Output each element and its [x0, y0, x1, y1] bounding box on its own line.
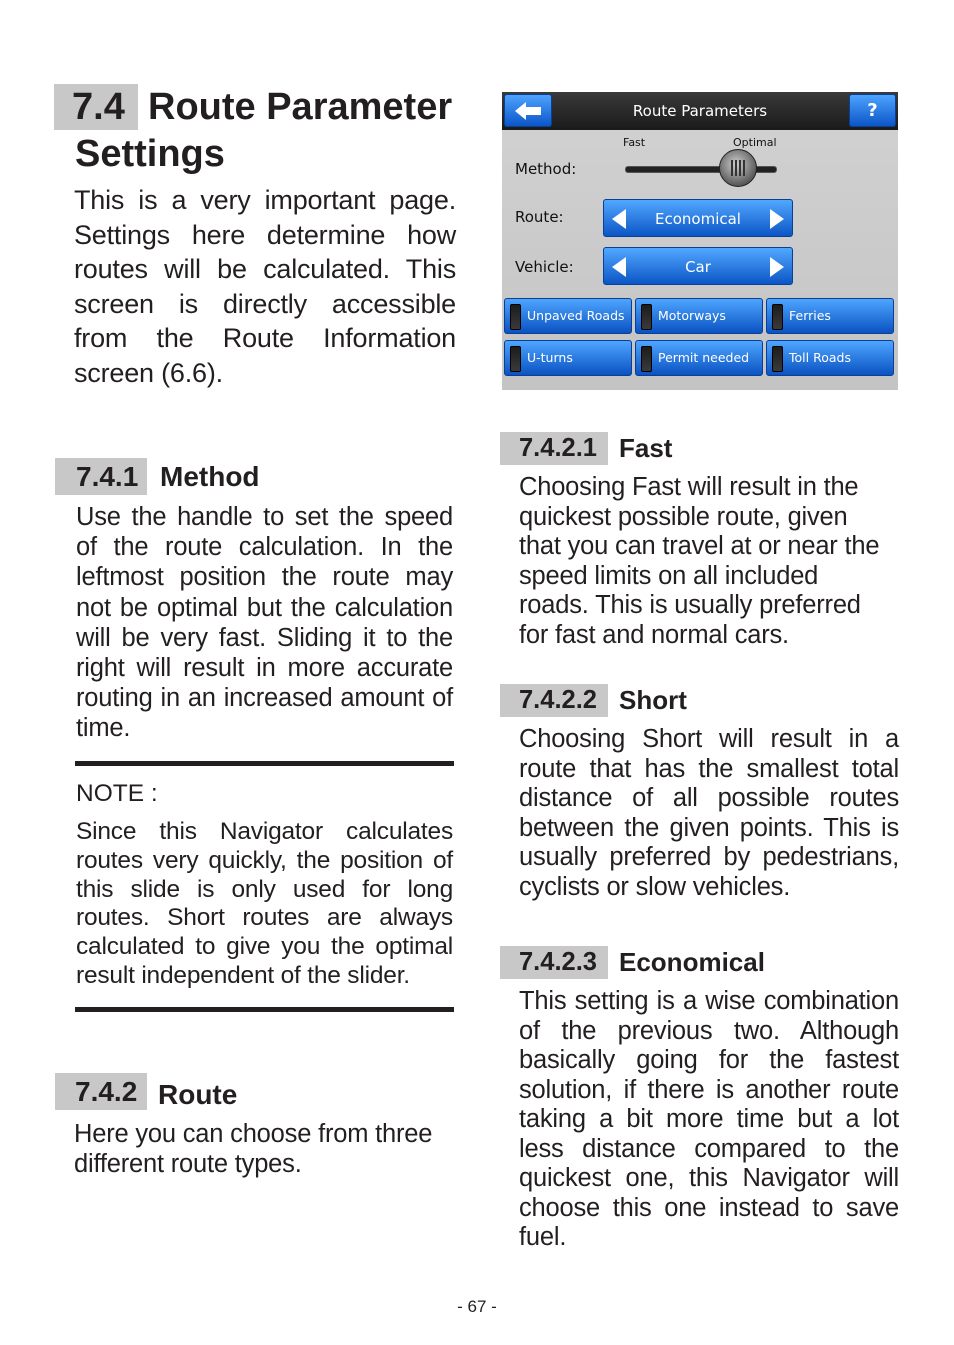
grip-lines-icon	[731, 160, 745, 176]
short-number-box: 7.4.2.2	[500, 684, 608, 717]
vehicle-next-arrow-icon[interactable]	[770, 257, 784, 277]
section-title-line2: Settings	[75, 133, 225, 175]
method-title: Method	[160, 461, 260, 492]
toggle-indicator-icon	[772, 304, 783, 330]
help-button[interactable]: ?	[849, 94, 896, 127]
page-number: - 67 -	[457, 1297, 497, 1316]
note-bottom-rule	[75, 1007, 454, 1012]
toggle-indicator-icon	[772, 346, 783, 372]
fast-body: Choosing Fast will result in the quickest possible route, given that you can travel at or near the speed limits on all included roads. This is usually preferred for fast and normal cars.	[519, 473, 880, 649]
toggle-indicator-icon	[510, 304, 521, 330]
toggle-unpaved-roads[interactable]: Unpaved Roads	[504, 298, 632, 334]
section-intro: This is a very important page. Settings here determine how routes will be calculated. This screen is directly accessible from the Route Information screen (6.6).	[74, 185, 456, 388]
section-number: 7.4	[72, 86, 125, 128]
vehicle-value: Car	[685, 258, 711, 276]
economical-body: This setting is a wise combination of the previous two. Although basically going for the fastest solution, if there is another route taking a bit more time but a lot less distance compared to the quickest one, this Navigator will choose this one instead to save fuel.	[519, 987, 899, 1251]
route-label: Route:	[515, 208, 564, 226]
toggle-indicator-icon	[641, 346, 652, 372]
route-selector[interactable]	[603, 199, 793, 237]
route-body: Here you can choose from three different route types.	[74, 1120, 433, 1179]
toggle-toll-roads[interactable]: Toll Roads	[766, 340, 894, 376]
section-number-box	[54, 84, 138, 130]
vehicle-selector[interactable]	[603, 247, 793, 285]
toggle-indicator-icon	[510, 346, 521, 372]
slider-right-label: Optimal	[733, 136, 777, 149]
note-top-rule	[75, 761, 454, 766]
route-value: Economical	[655, 210, 741, 228]
device-title: Route Parameters	[632, 102, 768, 120]
fast-number-box: 7.4.2.1	[500, 432, 608, 465]
note-label: NOTE :	[76, 780, 158, 807]
fast-title: Fast	[619, 433, 673, 463]
method-body: Use the handle to set the speed of the route calculation. In the leftmost position the route may not be optimal but the calculation will be very fast. Sliding it to the right will result in more accurate routing in an increased amount of time.	[76, 503, 453, 743]
economical-title: Economical	[619, 947, 765, 977]
vehicle-label: Vehicle:	[515, 258, 574, 276]
route-number-box: 7.4.2	[55, 1073, 147, 1110]
toggle-permit-needed[interactable]: Permit needed	[635, 340, 763, 376]
route-title: Route	[158, 1079, 238, 1110]
section-title: Route Parameter	[148, 86, 453, 128]
toggle-indicator-icon	[641, 304, 652, 330]
short-body: Choosing Short will result in a route that has the smallest total distance of all possible routes between the given points. This is usually preferred by pedestrians, cyclists or slow vehicles.	[519, 725, 899, 901]
short-title: Short	[619, 685, 687, 715]
toggle-motorways[interactable]: Motorways	[635, 298, 763, 334]
economical-number-box: 7.4.2.3	[500, 946, 608, 979]
note-body: Since this Navigator calculates routes very quickly, the position of this slide is only used for long routes. Short routes are always calculated to give you the optimal result independent of the slider.	[76, 818, 453, 989]
route-parameters-screenshot	[502, 92, 898, 390]
toggle-u-turns[interactable]: U-turns	[504, 340, 632, 376]
route-next-arrow-icon[interactable]	[770, 209, 784, 229]
slider-left-label: Fast	[623, 136, 646, 149]
toggle-ferries[interactable]: Ferries	[766, 298, 894, 334]
method-number-box: 7.4.1	[55, 458, 147, 495]
method-label: Method:	[515, 160, 577, 178]
